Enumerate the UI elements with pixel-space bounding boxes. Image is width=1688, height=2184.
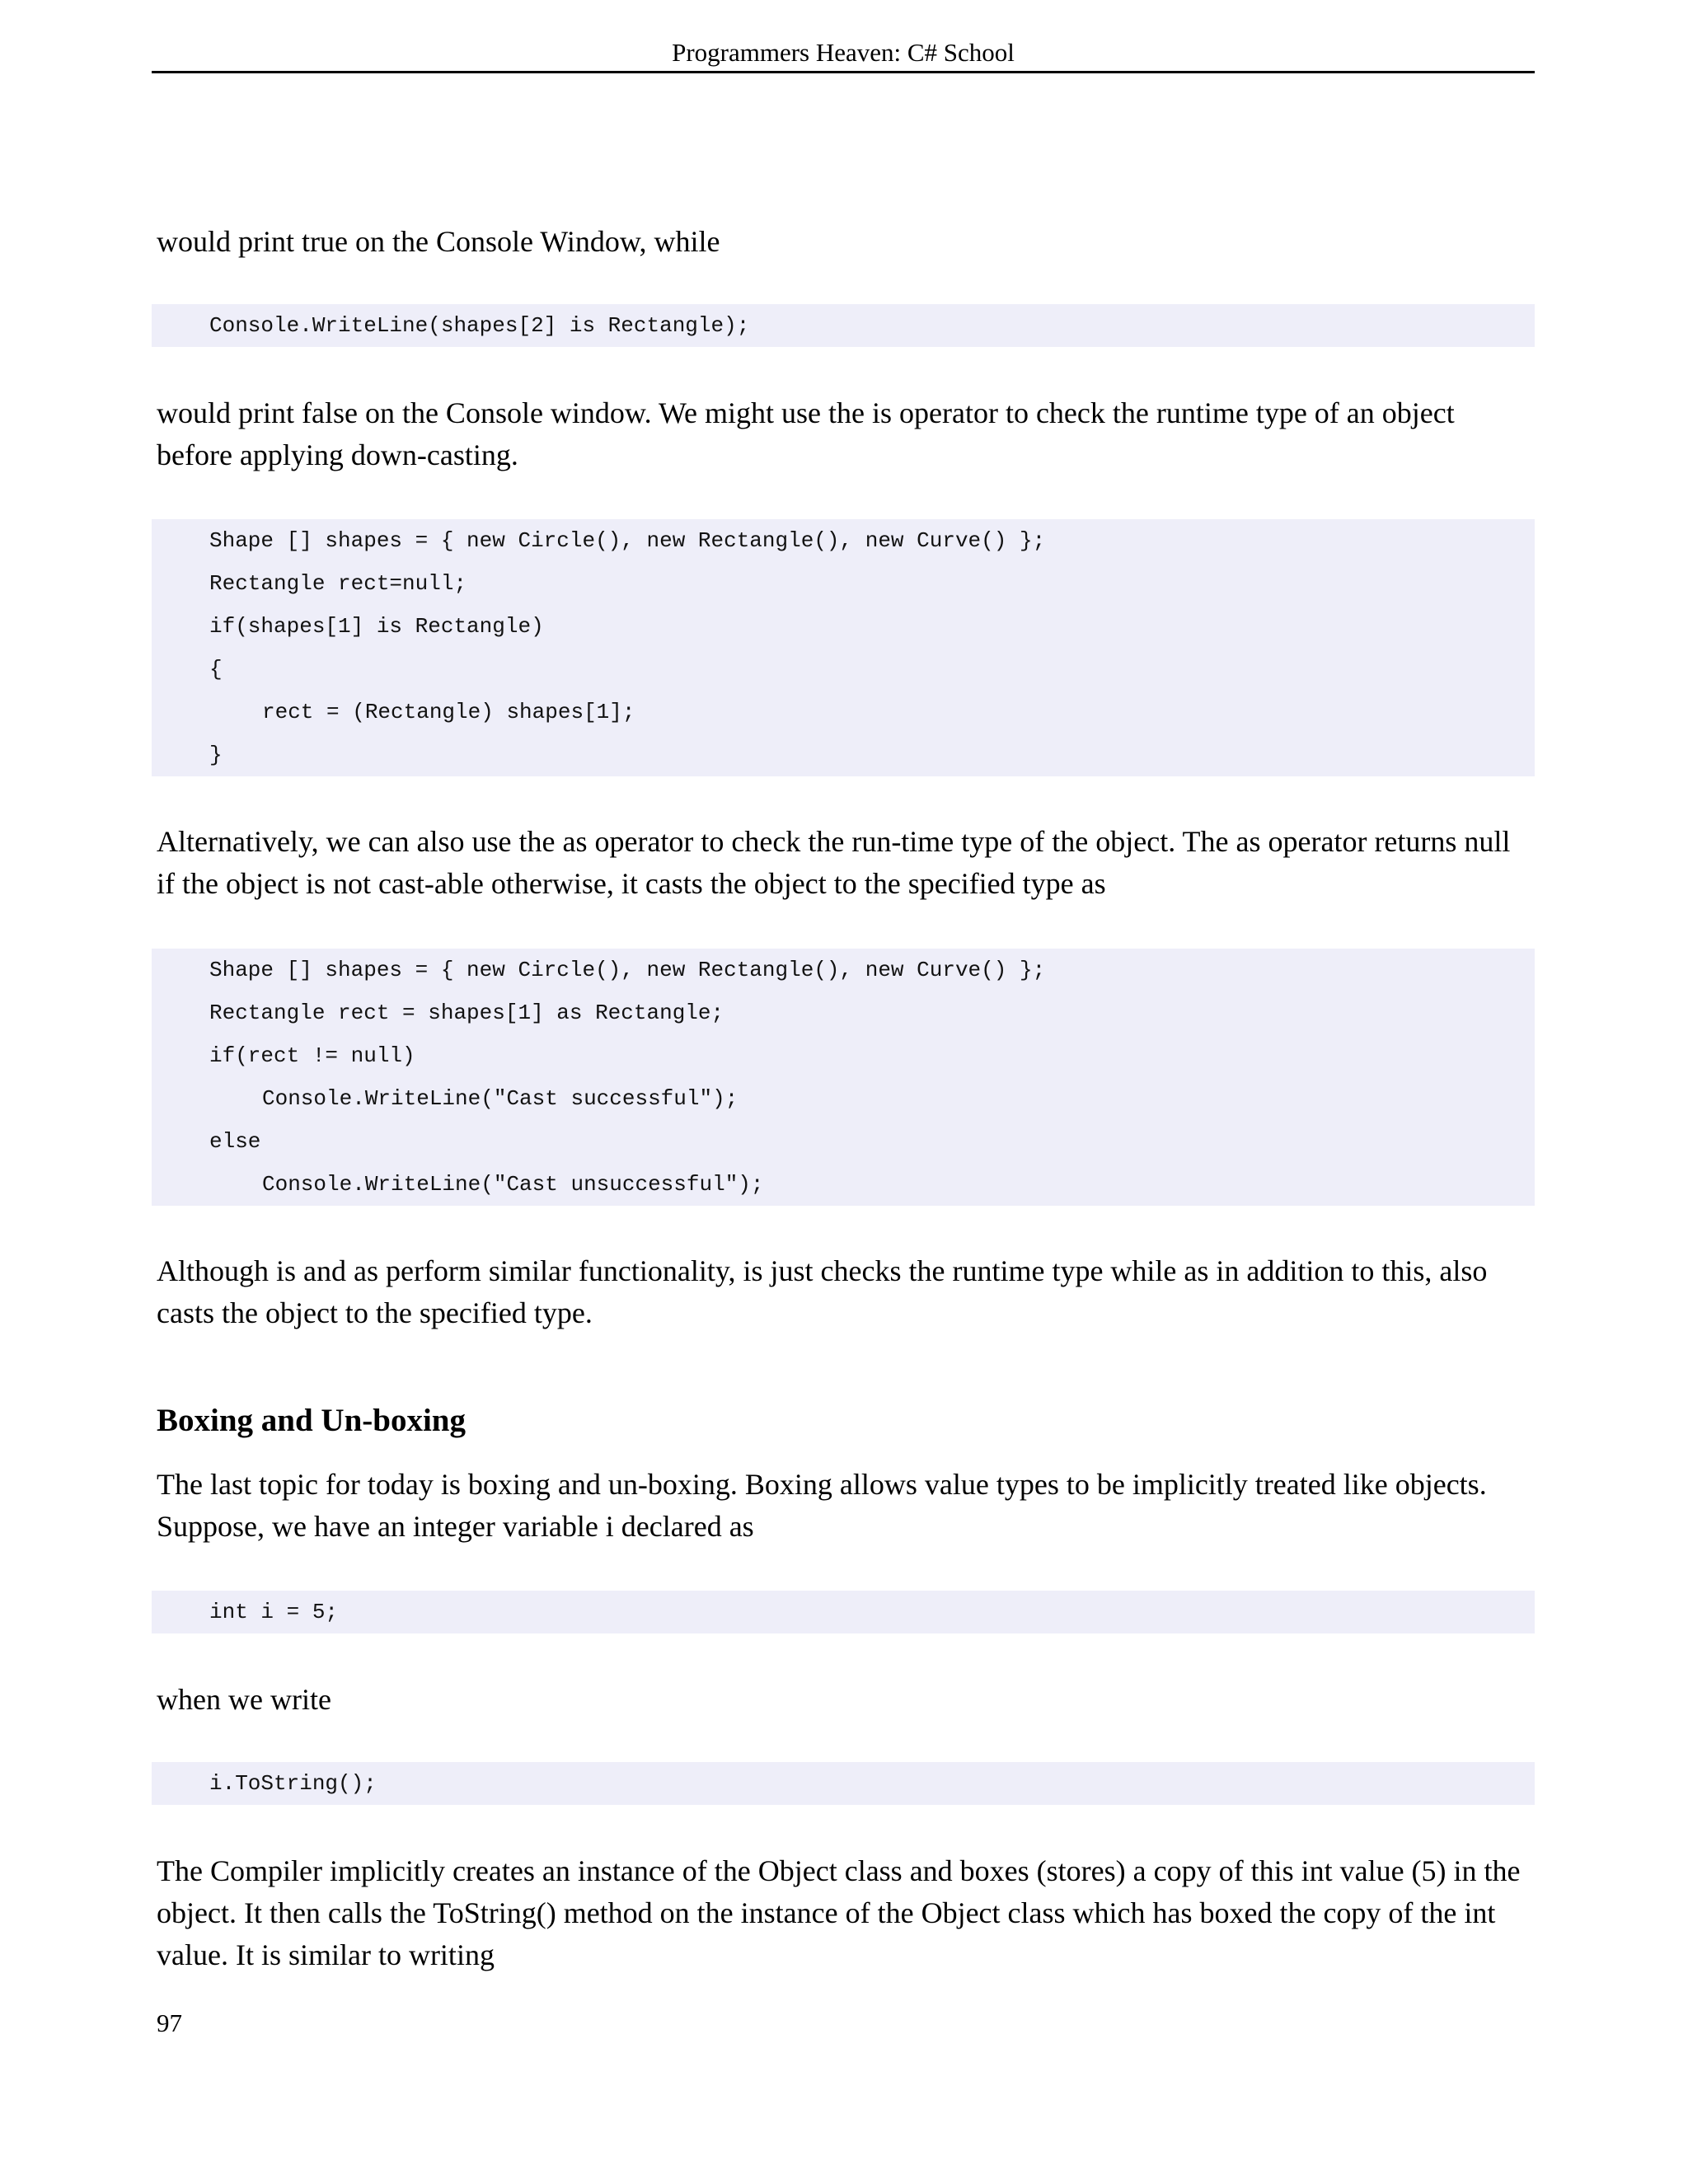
code-line: Shape [] shapes = { new Circle(), new Rectangle(), new Curve() }; bbox=[209, 958, 1046, 982]
code-line: Rectangle rect = shapes[1] as Rectangle; bbox=[209, 1001, 724, 1025]
code-line: { bbox=[209, 657, 223, 682]
paragraph: The Compiler implicitly creates an instance of the Object class and boxes (stores) a copy of this int value (5) in the object. It then calls the ToString() method on the instance of the Object class which has boxed the copy of the int value. It is similar to writing bbox=[157, 1854, 1521, 1971]
paragraph: would print true on the Console Window, while bbox=[157, 225, 720, 258]
paragraph: when we write bbox=[157, 1683, 331, 1716]
code-block bbox=[152, 1762, 1535, 1805]
paragraph: would print false on the Console window. We might use the is operator to check the runtime type of an object before applying down-casting. bbox=[157, 396, 1455, 471]
code-line: rect = (Rectangle) shapes[1]; bbox=[262, 700, 635, 724]
code-block bbox=[152, 949, 1535, 1206]
paragraph: Alternatively, we can also use the as operator to check the run-time type of the object. The as operator returns null if the object is not cast-able otherwise, it casts the object to the specified type as bbox=[157, 825, 1511, 900]
paragraph: Although is and as perform similar functionality, is just checks the runtime type while as in addition to this, also casts the object to the specified type. bbox=[157, 1254, 1488, 1329]
code-line: int i = 5; bbox=[209, 1600, 339, 1624]
code-block bbox=[152, 304, 1535, 347]
code-line: Console.WriteLine(shapes[2] is Rectangle); bbox=[209, 313, 750, 338]
page-number: 97 bbox=[157, 2008, 182, 2037]
code-line: if(shapes[1] is Rectangle) bbox=[209, 614, 544, 639]
code-block bbox=[152, 519, 1535, 776]
code-line: Rectangle rect=null; bbox=[209, 571, 467, 596]
code-line: Console.WriteLine("Cast unsuccessful"); bbox=[262, 1172, 764, 1197]
code-line: Shape [] shapes = { new Circle(), new Rectangle(), new Curve() }; bbox=[209, 528, 1046, 553]
code-line: else bbox=[209, 1129, 261, 1154]
section-heading: Boxing and Un-boxing bbox=[157, 1403, 466, 1438]
code-line: i.ToString(); bbox=[209, 1771, 377, 1796]
code-line: Console.WriteLine("Cast successful"); bbox=[262, 1086, 738, 1111]
paragraph: The last topic for today is boxing and un-boxing. Boxing allows value types to be implicitly treated like objects. Suppose, we have an integer variable i declared as bbox=[157, 1468, 1487, 1543]
code-line: } bbox=[209, 743, 223, 767]
code-line: if(rect != null) bbox=[209, 1043, 415, 1068]
code-block bbox=[152, 1591, 1535, 1633]
page-header: Programmers Heaven: C# School bbox=[152, 35, 1535, 73]
